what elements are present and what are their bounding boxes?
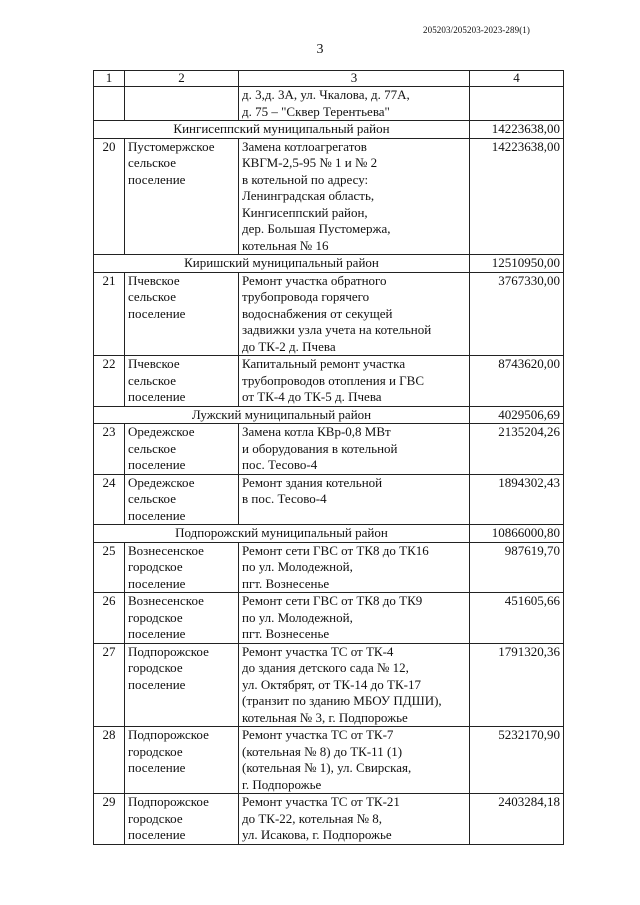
row-number: 23 [94, 424, 125, 475]
row-number: 22 [94, 356, 125, 407]
table-row [94, 593, 564, 644]
allocation-table [93, 70, 564, 845]
settlement-line: поселение [128, 827, 186, 842]
row-amount: 2135204,26 [470, 424, 564, 475]
table-row [94, 272, 564, 356]
column-number-header-row [94, 71, 564, 87]
row-amount: 3767330,00 [470, 272, 564, 356]
settlement-name [125, 593, 239, 644]
work-line: Ленинградская область, [242, 188, 375, 203]
work-description [239, 727, 470, 794]
work-line: водоснабжения от секущей [242, 305, 393, 321]
work-line: Замена котлоагрегатов [242, 138, 367, 154]
column-header-1: 1 [94, 71, 125, 87]
settlement-line: Подпорожское [128, 643, 209, 659]
settlement-line: поселение [128, 575, 186, 591]
row-number: 29 [94, 794, 125, 845]
work-line: (котельная № 8) до ТК-11 (1) [242, 743, 403, 759]
settlement-line: городское [128, 609, 183, 625]
settlement-line: поселение [128, 626, 186, 641]
district-name: Подпорожский муниципальный район [94, 525, 470, 543]
settlement-line: поселение [128, 760, 186, 775]
table-row [94, 356, 564, 407]
table-row [94, 424, 564, 475]
work-line: котельная № 3, г. Подпорожье [242, 709, 408, 725]
work-line: ул. Исакова, г. Подпорожье [242, 827, 392, 842]
row-amount: 1894302,43 [470, 474, 564, 525]
settlement-name [125, 138, 239, 255]
work-line: Кингисеппский район, [242, 204, 368, 220]
work-line: до здания детского сада № 12, [242, 660, 409, 675]
row-number: 26 [94, 593, 125, 644]
address-line: д. 3,д. 3А, ул. Чкалова, д. 77А, [242, 87, 410, 102]
work-description [239, 138, 470, 255]
work-line: до ТК-2 д. Пчева [242, 338, 336, 354]
district-name: Киришский муниципальный район [94, 255, 470, 273]
district-name: Кингисеппский муниципальный район [94, 121, 470, 139]
work-line: Ремонт участка ТС от ТК-7 [242, 727, 394, 742]
settlement-line: поселение [128, 305, 186, 321]
table-row [94, 794, 564, 845]
work-description [239, 474, 470, 525]
work-line: Замена котла КВр-0,8 МВт [242, 424, 391, 439]
settlement-name [125, 643, 239, 727]
district-amount: 4029506,69 [470, 406, 564, 424]
district-name: Лужский муниципальный район [94, 406, 470, 424]
work-description [239, 356, 470, 407]
column-header-3: 3 [239, 71, 470, 87]
work-line: Капитальный ремонт участка [242, 356, 406, 371]
continuation-row [94, 87, 564, 121]
column-header-4: 4 [470, 71, 564, 87]
work-line: котельная № 16 [242, 237, 329, 253]
work-description [239, 424, 470, 475]
continuation-address [239, 87, 470, 121]
work-description [239, 542, 470, 593]
work-line: по ул. Молодежной, [242, 609, 353, 625]
settlement-name [125, 356, 239, 407]
row-number: 28 [94, 727, 125, 794]
work-line: в котельной по адресу: [242, 171, 369, 187]
table-body [94, 71, 564, 845]
settlement-line: Вознесенское [128, 593, 204, 608]
district-subtotal-row [94, 525, 564, 543]
settlement-line: Пчевское [128, 272, 180, 288]
settlement-line: поселение [128, 507, 186, 523]
table-row [94, 643, 564, 727]
work-line: Ремонт участка обратного [242, 272, 387, 288]
settlement-name [125, 474, 239, 525]
work-line: от ТК-4 до ТК-5 д. Пчева [242, 389, 382, 404]
settlement-line: городское [128, 810, 183, 826]
work-description [239, 593, 470, 644]
settlement-line: сельское [128, 372, 176, 388]
district-subtotal-row [94, 255, 564, 273]
work-line: пгт. Вознесенье [242, 575, 330, 591]
row-amount: 987619,70 [470, 542, 564, 593]
row-amount: 5232170,90 [470, 727, 564, 794]
settlement-name [125, 727, 239, 794]
settlement-name [125, 542, 239, 593]
settlement-line: сельское [128, 155, 176, 170]
settlement-line: сельское [128, 440, 176, 456]
settlement-line: Подпорожское [128, 727, 209, 742]
district-subtotal-row [94, 406, 564, 424]
work-line: задвижки узла учета на котельной [242, 322, 432, 337]
table-row [94, 474, 564, 525]
work-line: КВГМ-2,5-95 № 1 и № 2 [242, 155, 378, 170]
row-number: 27 [94, 643, 125, 727]
work-line: и оборудования в котельной [242, 440, 398, 456]
settlement-line: поселение [128, 389, 186, 404]
row-number: 20 [94, 138, 125, 255]
settlement-line: сельское [128, 289, 176, 304]
settlement-line: поселение [128, 457, 186, 472]
work-line: (котельная № 1), ул. Свирская, [242, 760, 412, 775]
settlement-line: Вознесенское [128, 542, 204, 558]
settlement-line: Пустомержское [128, 138, 215, 154]
settlement-line: Оредежское [128, 424, 195, 439]
work-line: пгт. Вознесенье [242, 626, 330, 641]
row-number: 21 [94, 272, 125, 356]
work-description [239, 794, 470, 845]
work-line: трубопроводов отопления и ГВС [242, 372, 425, 388]
work-line: (транзит по зданию МБОУ ПДШИ), [242, 693, 442, 708]
work-line: Ремонт здания котельной [242, 474, 383, 490]
work-description [239, 643, 470, 727]
work-line: трубопровода горячего [242, 289, 370, 304]
district-amount: 14223638,00 [470, 121, 564, 139]
district-amount: 10866000,80 [470, 525, 564, 543]
row-amount: 1791320,36 [470, 643, 564, 727]
work-line: по ул. Молодежной, [242, 559, 353, 574]
settlement-name [125, 272, 239, 356]
page-number: 3 [316, 42, 324, 57]
work-line: ул. Октябрят, от ТК-14 до ТК-17 [242, 676, 421, 692]
row-amount: 8743620,00 [470, 356, 564, 407]
work-line: в пос. Тесово-4 [242, 491, 327, 506]
work-line: Ремонт сети ГВС от ТК8 до ТК9 [242, 593, 423, 608]
settlement-line: городское [128, 660, 183, 675]
settlement-line: сельское [128, 491, 176, 506]
settlement-line: Подпорожское [128, 794, 209, 809]
settlement-line: Оредежское [128, 474, 195, 490]
settlement-line: городское [128, 743, 183, 759]
settlement-line: поселение [128, 676, 186, 692]
table-row [94, 138, 564, 255]
district-amount: 12510950,00 [470, 255, 564, 273]
settlement-name [125, 424, 239, 475]
table-row [94, 727, 564, 794]
work-line: Ремонт участка ТС от ТК-4 [242, 643, 394, 659]
work-description [239, 272, 470, 356]
work-line: г. Подпорожье [242, 776, 322, 792]
row-number: 25 [94, 542, 125, 593]
work-line: пос. Тесово-4 [242, 457, 318, 472]
settlement-name [125, 794, 239, 845]
work-line: до ТК-22, котельная № 8, [242, 810, 383, 826]
work-line: Ремонт участка ТС от ТК-21 [242, 794, 400, 809]
work-line: дер. Большая Пустомержа, [242, 221, 391, 236]
row-amount: 451605,66 [470, 593, 564, 644]
settlement-line: поселение [128, 171, 186, 187]
column-header-2: 2 [125, 71, 239, 87]
row-amount: 2403284,18 [470, 794, 564, 845]
district-subtotal-row [94, 121, 564, 139]
settlement-line: городское [128, 559, 183, 574]
row-number: 24 [94, 474, 125, 525]
table-row [94, 542, 564, 593]
document-reference-number: 205203/205203-2023-289(1) [423, 25, 530, 35]
address-line: д. 75 – "Сквер Терентьева" [242, 103, 390, 119]
work-line: Ремонт сети ГВС от ТК8 до ТК16 [242, 542, 429, 558]
row-amount: 14223638,00 [470, 138, 564, 255]
settlement-line: Пчевское [128, 356, 180, 371]
